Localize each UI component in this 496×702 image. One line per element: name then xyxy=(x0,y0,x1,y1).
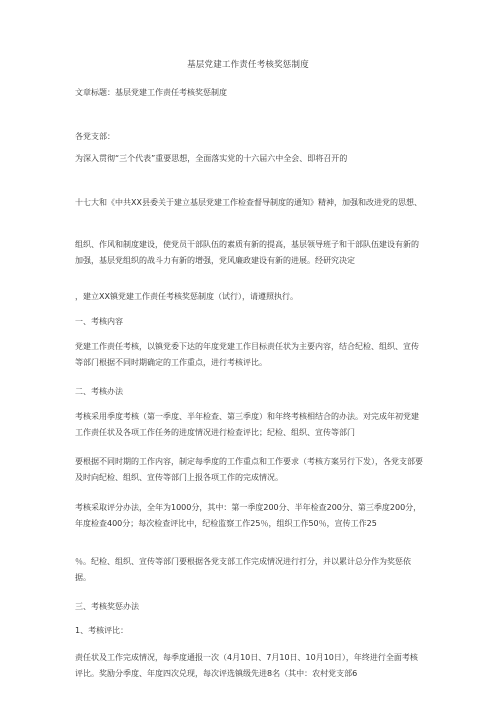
paragraph-intro-3: 组织、作风和制度建设，使党员干部队伍的素质有新的提高，基层领导班子和干部队伍建设有新的加强，基层党组织的战斗力有新的增强，党风廉政建设有新的进展。经研究决定 xyxy=(75,240,419,265)
section-heading-1: 一、考核内容 xyxy=(75,317,123,326)
paragraph-section-3a: 责任状及工作完成情况，每季度通报一次（4月10日、7月10日、10月10日），年终进行全面考核评比。奖励分季度、年度四次兑现，每次评选镇级先进8名（其中：农村党支部6 xyxy=(75,653,418,678)
section-heading-3: 三、考核奖惩办法 xyxy=(75,602,139,611)
paragraph-section-2b: 要根据不同时期的工作内容，制定每季度的工作重点和工作要求（考核方案另行下发），各党支部要及时向纪检、组织、宣传等部门上报各项工作的完成情况。 xyxy=(75,457,423,482)
paragraph-section-2c: 考核采取评分办法，全年为1000分，其中：第一季度200分、半年检查200分、第三季度200分，年度检查400分；每次检查评比中，纪检监察工作25％，组织工作50％，宣传工作25 xyxy=(75,503,422,528)
paragraph-section-1: 党建工作责任考核，以镇党委下达的年度党建工作目标责任状为主要内容，结合纪检、组织、宣传等部门根据不同时期确定的工作重点，进行考核评比。 xyxy=(75,342,419,367)
paragraph-salutation: 各党支部： xyxy=(75,132,115,141)
paragraph-intro-1: 为深入贯彻“三个代表”重要思想，全面落实党的十六届六中全会、即将召开的 xyxy=(75,154,348,163)
subsection-heading-1: 1、考核评比： xyxy=(75,626,129,635)
paragraph-intro-4: ，建立XX镇党建工作责任考核奖惩制度（试行），请遵照执行。 xyxy=(75,292,298,301)
paragraph-intro-2: 十七大和《中共XX县委关于建立基层党建工作检查督导制度的通知》精神，加强和改进党的思想、 xyxy=(75,198,422,207)
document-title: 基层党建工作责任考核奖惩制度 xyxy=(187,60,309,70)
section-heading-2: 二、考核办法 xyxy=(75,387,123,396)
paragraph-section-2a: 考核采用季度考核（第一季度、半年检查、第三季度）和年终考核相结合的办法。对完成年初党建工作责任状及各项工作任务的进度情况进行检查评比；纪检、组织、宣传等部门 xyxy=(75,412,419,437)
paragraph-section-2d: ％。纪检、组织、宣传等部门要根据各党支部工作完成情况进行打分，并以累计总分作为奖惩依据。 xyxy=(75,557,411,582)
paragraph-article-title: 文章标题：基层党建工作责任考核奖惩制度 xyxy=(75,88,227,97)
